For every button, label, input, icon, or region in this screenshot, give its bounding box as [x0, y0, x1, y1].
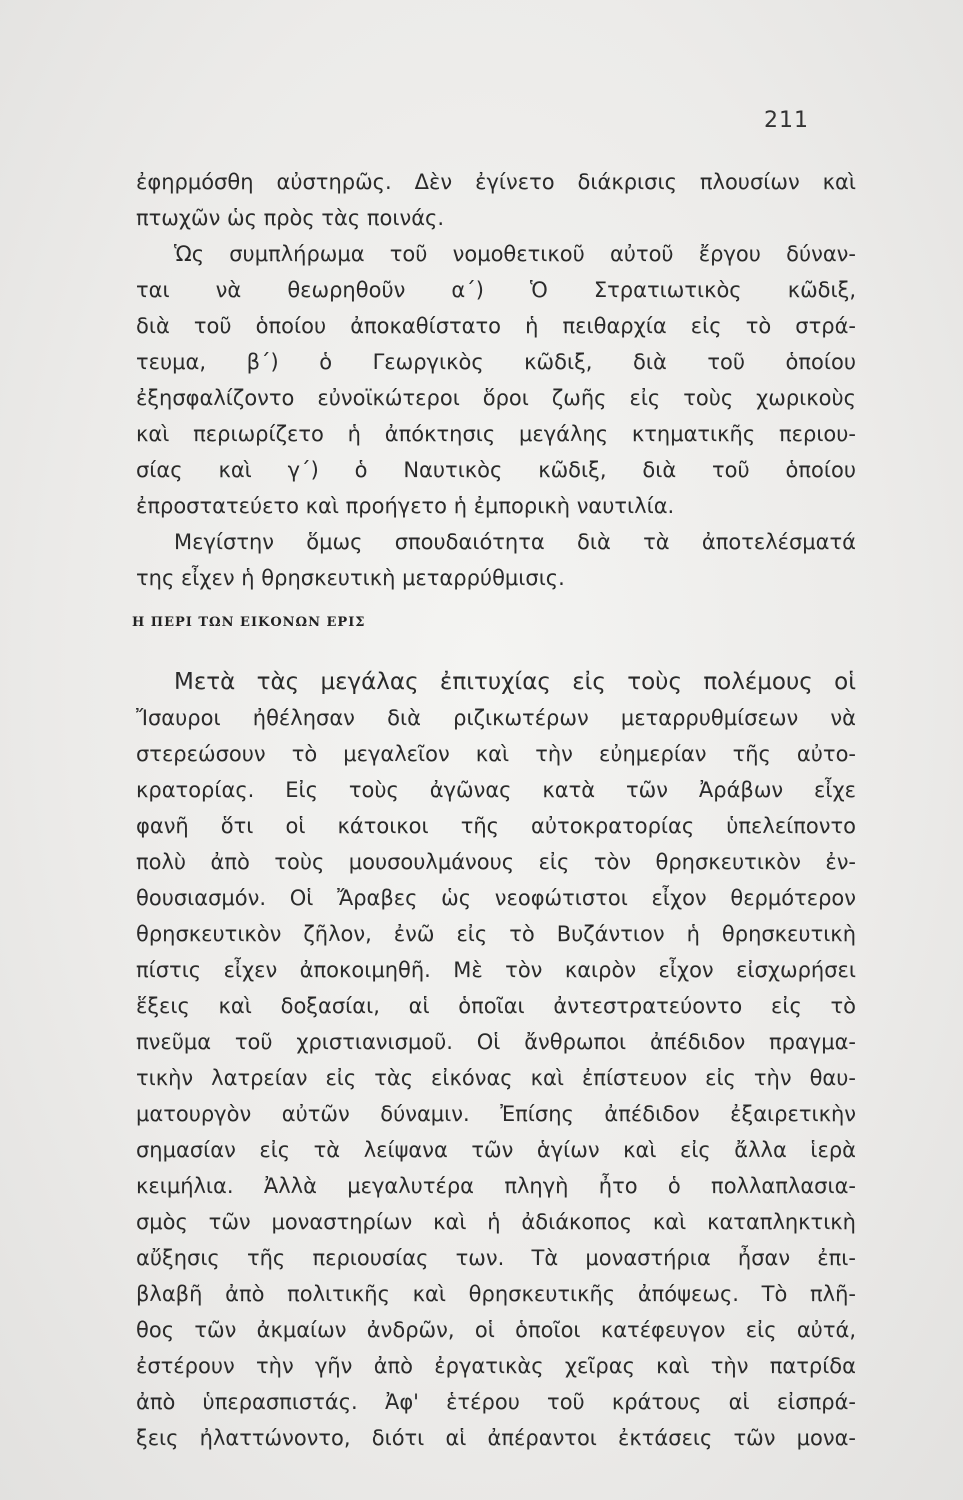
text-line: ἐφηρμόσθη αὐστηρῶς. Δὲν ἐγίνετο διάκρισις πλουσίων καὶ — [136, 170, 856, 194]
text-line: θος τῶν ἀκμαίων ἀνδρῶν, οἱ ὁποῖοι κατέφευγον εἰς αὐτά, — [136, 1318, 856, 1342]
text-line: Μεγίστην ὅμως σπουδαιότητα διὰ τὰ ἀποτελέσματά — [174, 530, 856, 554]
text-line: ἀπὸ ὑπερασπιστάς. Ἀφ' ἑτέρου τοῦ κράτους αἱ εἰσπρά- — [136, 1390, 856, 1414]
text-line: ἐπροστατεύετο καὶ προήγετο ἡ ἐμπορικὴ ναυτιλία. — [136, 494, 675, 518]
text-line: πολὺ ἀπὸ τοὺς μουσουλμάνους εἰς τὸν θρησκευτικὸν ἐν- — [136, 850, 856, 874]
text-line: πίστις εἶχεν ἀποκοιμηθῆ. Μὲ τὸν καιρὸν εἶχον εἰσχωρήσει — [136, 958, 856, 982]
text-line: θρησκευτικὸν ζῆλον, ἐνῶ εἰς τὸ Βυζάντιον ἡ θρησκευτικὴ — [136, 922, 856, 946]
text-line: πτωχῶν ὡς πρὸς τὰς ποινάς. — [136, 206, 445, 230]
text-line: ἐξησφαλίζοντο εὐνοϊκώτεροι ὅροι ζωῆς εἰς τοὺς χωρικοὺς — [136, 386, 856, 410]
page-number: 211 — [764, 108, 809, 133]
text-line: ἕξεις καὶ δοξασίαι, αἱ ὁποῖαι ἀντεστρατεύοντο εἰς τὸ — [136, 994, 856, 1018]
text-line: ξεις ἠλαττώνοντο, διότι αἱ ἀπέραντοι ἐκτάσεις τῶν μονα- — [136, 1426, 856, 1450]
text-line: αὔξησις τῆς περιουσίας των. Τὰ μοναστήρια ἦσαν ἐπι- — [136, 1246, 856, 1270]
text-line: στερεώσουν τὸ μεγαλεῖον καὶ τὴν εὐημερίαν τῆς αὐτο- — [136, 742, 856, 766]
text-line: ται νὰ θεωρηθοῦν α΄) Ὁ Στρατιωτικὸς κῶδιξ, — [136, 278, 856, 302]
text-line: ματουργὸν αὐτῶν δύναμιν. Ἐπίσης ἀπέδιδον ἐξαιρετικὴν — [136, 1102, 856, 1126]
text-line: κειμήλια. Ἀλλὰ μεγαλυτέρα πληγὴ ἦτο ὁ πολλαπλασια- — [136, 1174, 856, 1198]
text-line: σημασίαν εἰς τὰ λείψανα τῶν ἁγίων καὶ εἰς ἄλλα ἱερὰ — [136, 1138, 856, 1162]
text-line: τευμα, β΄) ὁ Γεωργικὸς κῶδιξ, διὰ τοῦ ὁποίου — [136, 350, 856, 374]
text-line: ἐστέρουν τὴν γῆν ἀπὸ ἐργατικὰς χεῖρας καὶ τὴν πατρίδα — [136, 1354, 856, 1378]
text-line: Ὡς συμπλήρωμα τοῦ νομοθετικοῦ αὐτοῦ ἔργου δύναν- — [174, 242, 856, 266]
text-line: σίας καὶ γ΄) ὁ Ναυτικὸς κῶδιξ, διὰ τοῦ ὁποίου — [136, 458, 856, 482]
section-heading: Η ΠΕΡΙ ΤΩΝ ΕΙΚΟΝΩΝ ΕΡΙΣ — [132, 615, 366, 630]
spacer — [136, 650, 856, 664]
text-line: πνεῦμα τοῦ χριστιανισμοῦ. Οἱ ἄνθρωποι ἀπέδιδον πραγμα- — [136, 1030, 856, 1054]
body-text — [132, 164, 856, 1456]
text-line: καὶ περιωρίζετο ἡ ἀπόκτησις μεγάλης κτηματικῆς περιου- — [136, 422, 856, 446]
text-line: βλαβῆ ἀπὸ πολιτικῆς καὶ θρησκευτικῆς ἀπόψεως. Τὸ πλῆ- — [136, 1282, 856, 1306]
text-line: κρατορίας. Εἰς τοὺς ἀγῶνας κατὰ τῶν Ἀράβων εἶχε — [136, 778, 856, 802]
text-line: Ἴσαυροι ἠθέλησαν διὰ ριζικωτέρων μεταρρυθμίσεων νὰ — [136, 706, 856, 730]
text-line: φανῆ ὅτι οἱ κάτοικοι τῆς αὐτοκρατορίας ὑπελείποντο — [136, 814, 856, 838]
text-line: Μετὰ τὰς μεγάλας ἐπιτυχίας εἰς τοὺς πολέμους οἱ — [174, 669, 856, 695]
text-line: σμὸς τῶν μοναστηρίων καὶ ἡ ἀδιάκοπος καὶ καταπληκτικὴ — [136, 1210, 856, 1234]
text-line: διὰ τοῦ ὁποίου ἀποκαθίστατο ἡ πειθαρχία εἰς τὸ στρά- — [136, 314, 856, 338]
text-line: της εἶχεν ἡ θρησκευτικὴ μεταρρύθμισις. — [136, 566, 565, 590]
text-line: θουσιασμόν. Οἱ Ἄραβες ὡς νεοφώτιστοι εἶχον θερμότερον — [136, 886, 856, 910]
text-line: τικὴν λατρείαν εἰς τὰς εἰκόνας καὶ ἐπίστευον εἰς τὴν θαυ- — [136, 1066, 856, 1090]
